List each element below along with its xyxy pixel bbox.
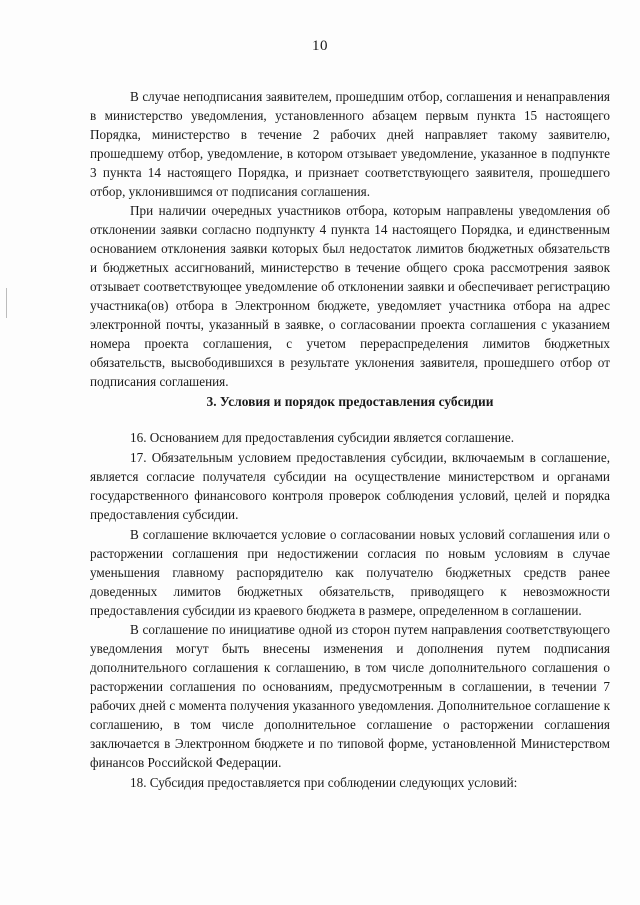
document-body (90, 88, 610, 793)
paragraph-item-17: 17. Обязательным условием предоставления субсидии, включаемым в соглашение, является согласие получателя субсидии на осуществление министерством и органами государственного финансового контроля проверок соблюдения условий, целей и порядка предоставления субсидии. (90, 450, 610, 523)
scan-margin-mark (6, 288, 7, 318)
paragraph-refusal-to-sign: В случае неподписания заявителем, прошедшим отбор, соглашения и ненаправления в министерство уведомления, установленного абзацем первым пункта 15 настоящего Порядка, министерство в течение 2 рабочих дней направляет такому заявителю, прошедшему отбор, уведомление, в котором отзывает уведомление, указанное в подпункте 3 пункта 14 настоящего Порядка, и признает соответствующего заявителя, прошедшего отбор, уклонившимся от подписания соглашения. (90, 89, 610, 199)
paragraph-item-16: 16. Основанием для предоставления субсидии является соглашение. (130, 430, 515, 446)
paragraph-item-18: 18. Субсидия предоставляется при соблюдении следующих условий: (130, 774, 518, 790)
page-number: 10 (312, 38, 328, 54)
paragraph-amendments: В соглашение по инициативе одной из сторон путем направления соответствующего уведомления могут быть внесены изменения и дополнения путем подписания дополнительного соглашения к соглашению, в том числе дополнительного соглашения о расторжении соглашения по основаниям, предусмотренным в соглашении, в течении 7 рабочих дней с момента получения указанного уведомления. Дополнительное соглашение к соглашению, в том числе дополнительное соглашение о расторжении соглашения заключается в Электронном бюджете и по типовой форме, установленной Министерством финансов Российской Федерации. (90, 622, 610, 770)
section-heading: 3. Условия и порядок предоставления субсидии (206, 393, 494, 409)
paragraph-new-conditions: В соглашение включается условие о согласовании новых условий соглашения или о расторжении соглашения при недостижении согласия по новым условиям в случае уменьшения главному распорядителю как получателю бюджетных средств ранее доведенных лимитов бюджетных обязательств, приводящего к невозможности предоставления субсидии из краевого бюджета в размере, определенном в соглашении. (90, 526, 610, 618)
paragraph-next-participants: При наличии очередных участников отбора, которым направлены уведомления об отклонении заявки согласно подпункту 4 пункта 14 настоящего Порядка, и единственным основанием отклонения заявки которых был недостаток лимитов бюджетных обязательств и бюджетных ассигнований, министерство в течение общего срока рассмотрения заявок отзывает соответствующее уведомление об отклонении заявки и обеспечивает регистрацию участника(ов) отбора в Электронном бюджете, уведомляет участника отбора на адрес электронной почты, указанный в заявке, о согласовании проекта соглашения с указанием номера проекта соглашения, с учетом перераспределения лимитов бюджетных обязательств, высвободившихся в результате уклонения заявителя, прошедшего отбор от подписания соглашения. (90, 203, 610, 389)
